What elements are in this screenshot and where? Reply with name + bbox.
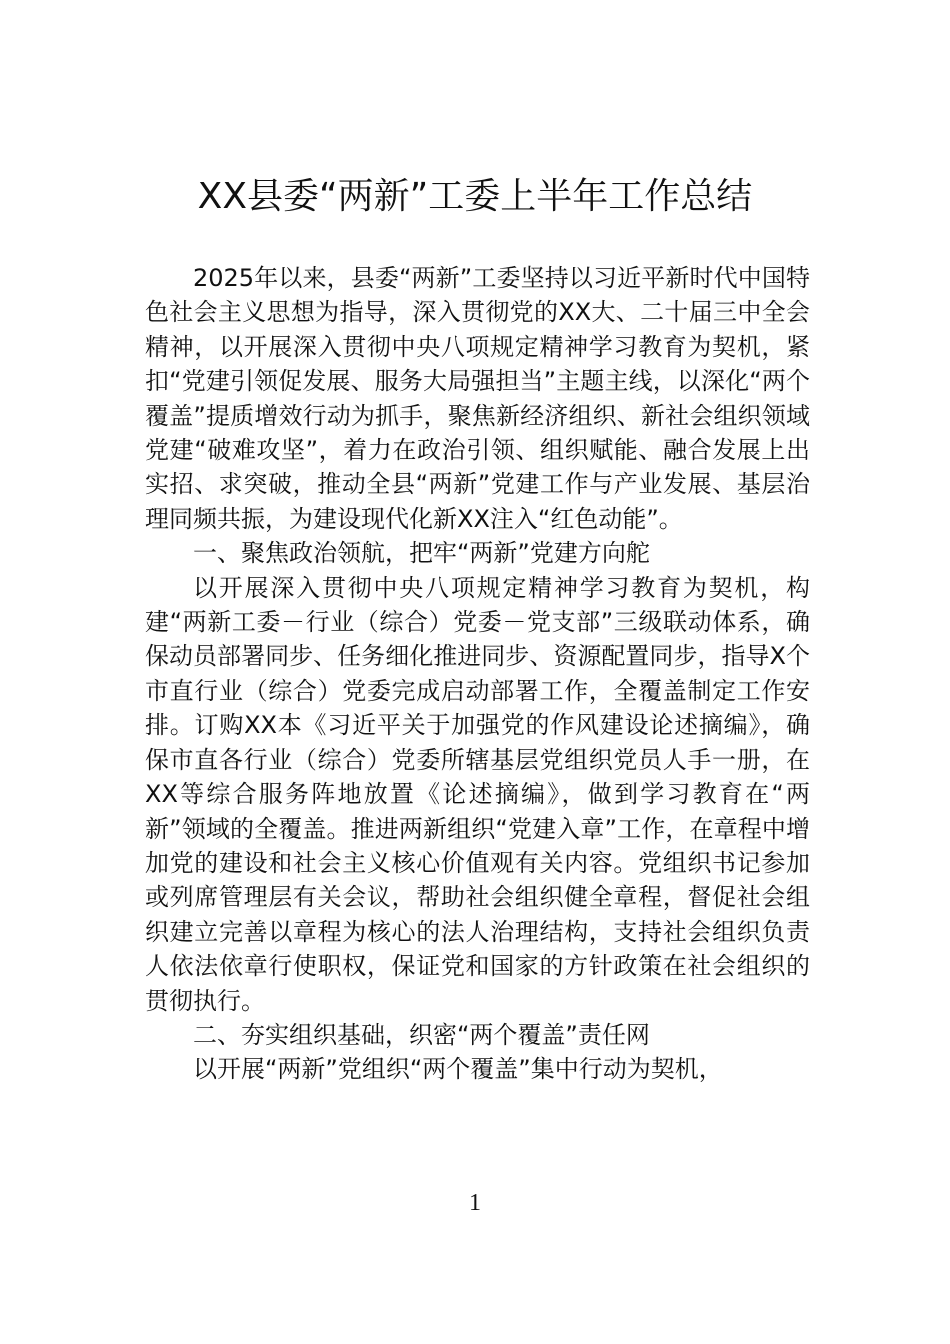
section-heading-1: 一、聚焦政治领航，把牢“两新”党建方向舵	[193, 539, 650, 568]
intro-paragraph: 2025年以来，县委“两新”工委坚持以习近平新时代中国特色社会主义思想为指导，深入贯彻党的XX大、二十届三中全会精神，以开展深入贯彻中央八项规定精神学习教育为契机，紧扣“党建引领促发展、服务大局强担当”主题主线，以深化“两个覆盖”提质增效行动为抓手，聚焦新经济组织、新社会组织领域党建“破难攻坚”，着力在政治引领、组织赋能、融合发展上出实招、求突破，推动全县“两新”党建工作与产业发展、基层治理同频共振，为建设现代化新XX注入“红色动能”。	[145, 264, 810, 533]
section-heading-2: 二、夯实组织基础，织密“两个覆盖”责任网	[193, 1020, 650, 1049]
section-2-paragraph: 以开展“两新”党组织“两个覆盖”集中行动为契机，	[193, 1055, 723, 1084]
document-body	[145, 261, 810, 1087]
document-title: XX县委“两新”工委上半年工作总结	[197, 176, 753, 217]
section-1-paragraph: 以开展深入贯彻中央八项规定精神学习教育为契机，构建“两新工委－行业（综合）党委－党支部”三级联动体系，确保动员部署同步、任务细化推进同步、资源配置同步，指导X个市直行业（综合）党委完成启动部署工作，全覆盖制定工作安排。订购XX本《习近平关于加强党的作风建设论述摘编》，确保市直各行业（综合）党委所辖基层党组织党员人手一册，在XX等综合服务阵地放置《论述摘编》，做到学习教育在“两新”领域的全覆盖。推进两新组织“党建入章”工作，在章程中增加党的建设和社会主义核心价值观有关内容。党组织书记参加或列席管理层有关会议，帮助社会组织健全章程，督促社会组织建立完善以章程为核心的法人治理结构，支持社会组织负责人依法依章行使职权，保证党和国家的方针政策在社会组织的贯彻执行。	[145, 573, 810, 1015]
page-number: 1	[469, 1190, 481, 1216]
